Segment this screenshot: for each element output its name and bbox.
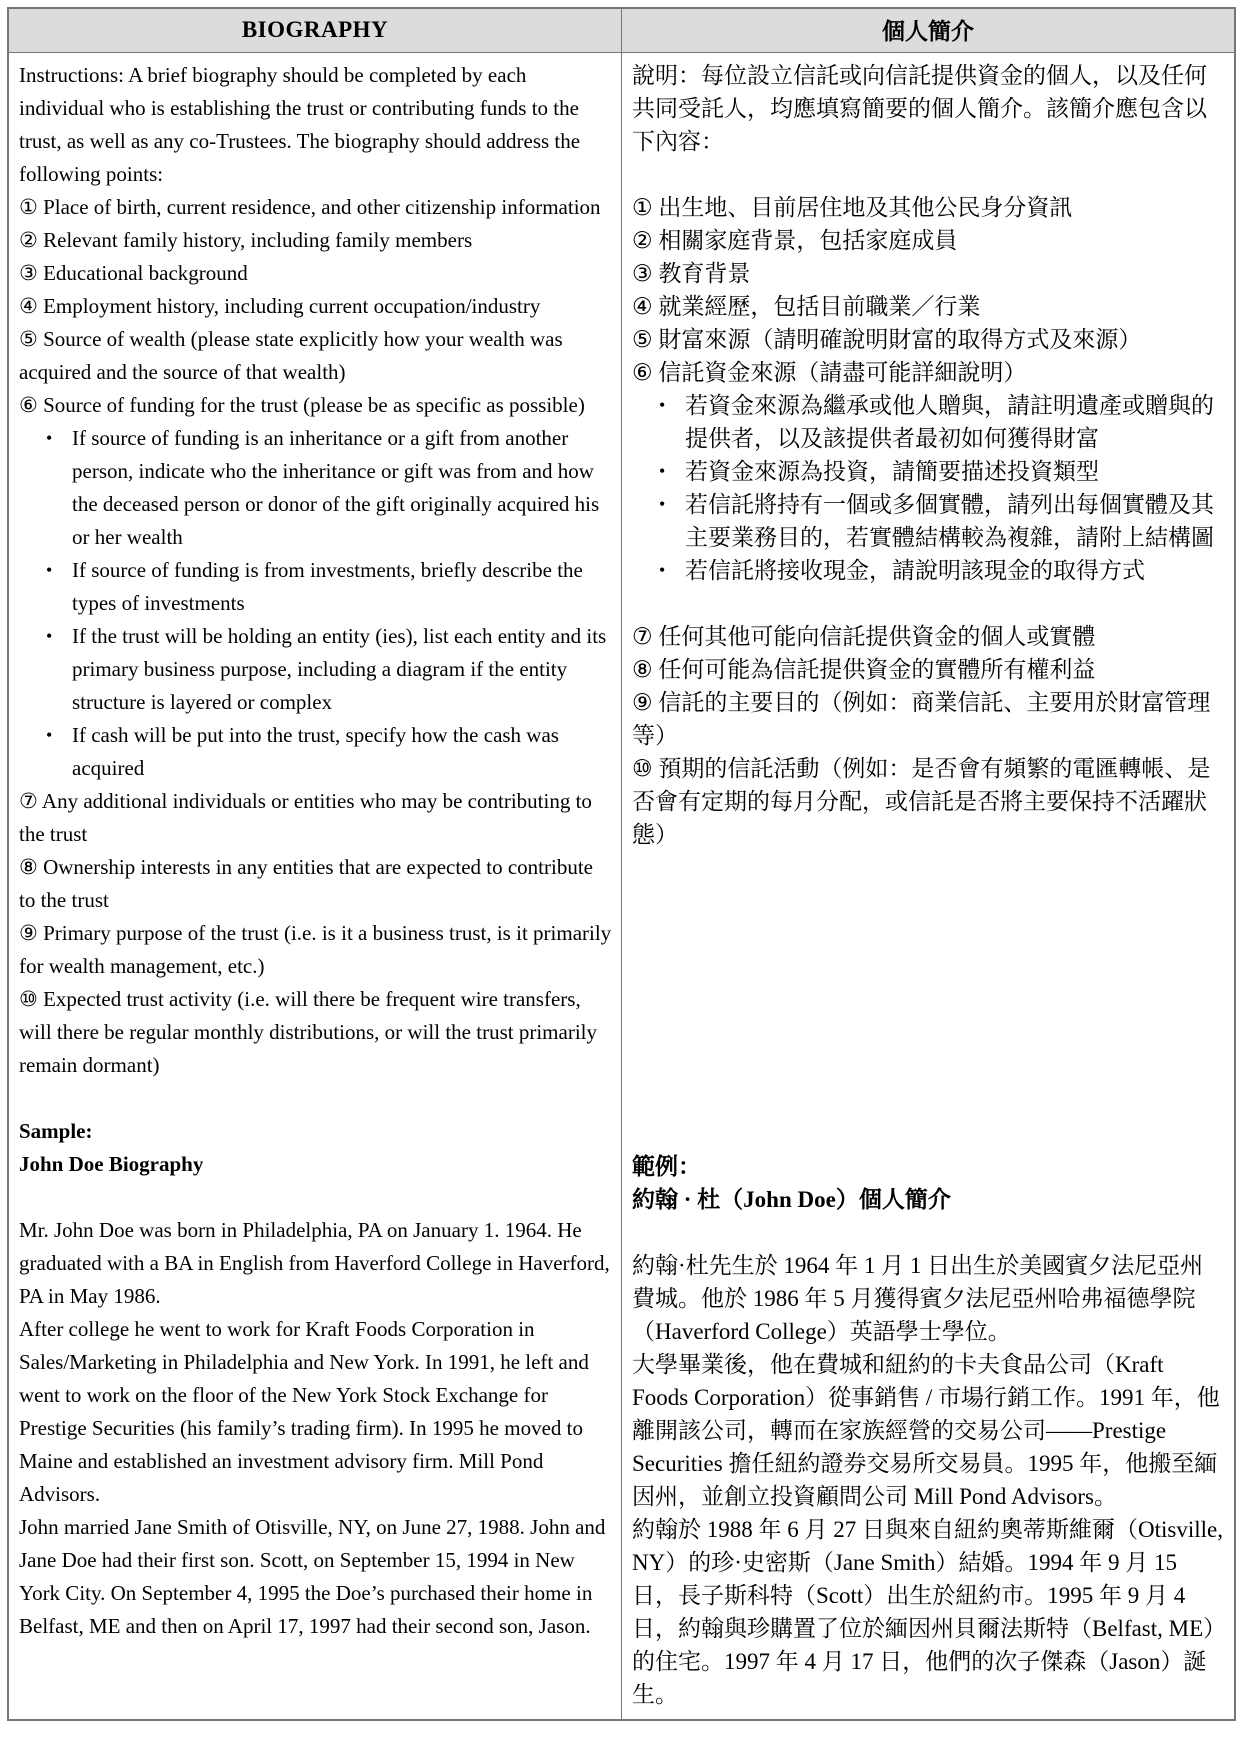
numbered-item-8: ⑧ Ownership interests in any entities that are expected to contribute to the trust [19,855,593,912]
blank-line [632,158,1225,191]
sample-title: 約翰 · 杜（John Doe）個人簡介 [632,1187,951,1212]
biography-table [7,7,1236,1721]
biography-paragraph-2: 大學畢業後，他在費城和紐約的卡夫食品公司（Kraft Foods Corporation）從事銷售 / 市場行銷工作。1991 年，他離開該公司，轉而在家族經營的交易公司——Prestige Securities 擔任紐約證券交易所交易員。1995 年，他搬至緬因州，並創立投資顧問公司 Mill Pond Advisors。 [632,1352,1220,1509]
bullet-text: If source of funding is from investments, briefly describe the types of investments [72,558,583,615]
blank-line [19,1181,612,1214]
bullet-item [19,554,612,620]
numbered-item-3: ③ Educational background [19,261,248,285]
instructions-paragraph: Instructions: A brief biography should be completed by each individual who is establishing the trust or contributing funds to the trust, as well as any co-Trustees. The biography should address the following points: [19,63,581,186]
numbered-item-9: ⑨ 信託的主要目的（例如：商業信託、主要用於財富管理等） [632,690,1211,748]
numbered-item-2: ② Relevant family history, including family members [19,228,473,252]
column-header-biography: BIOGRAPHY [8,8,622,53]
numbered-item-4: ④ 就業經歷，包括目前職業／行業 [632,294,981,319]
numbered-item-5: ⑤ 財富來源（請明確說明財富的取得方式及來源） [632,327,1142,352]
body-row [8,53,1235,1721]
bullet-item [632,455,1225,488]
numbered-item-2: ② 相關家庭背景，包括家庭成員 [632,228,958,253]
blank-line [632,587,1225,620]
chinese-column [622,53,1236,1721]
numbered-item-10: ⑩ Expected trust activity (i.e. will there be frequent wire transfers, will there be regular monthly distributions, or will the trust primarily remain dormant) [19,987,597,1077]
bullet-text: If cash will be put into the trust, specify how the cash was acquired [72,723,559,780]
bullet-icon: • [659,560,666,580]
numbered-item-1: ① 出生地、目前居住地及其他公民身分資訊 [632,195,1073,220]
bullet-text: If the trust will be holding an entity (ies), list each entity and its primary business purpose, including a diagram if the entity structure is layered or complex [72,624,607,714]
numbered-item-6: ⑥ 信託資金來源（請盡可能詳細說明） [632,360,1027,385]
biography-paragraph-1: 約翰·杜先生於 1964 年 1 月 1 日出生於美國賓夕法尼亞州費城。他於 1986 年 5 月獲得賓夕法尼亞州哈弗福德學院（Haverford College）英語學士學位。 [632,1253,1204,1344]
numbered-item-7: ⑦ 任何其他可能向信託提供資金的個人或實體 [632,624,1096,649]
bullet-item [632,389,1225,455]
bullet-text: 若資金來源為繼承或他人贈與，請註明遺產或贈與的提供者，以及該提供者最初如何獲得財富 [685,393,1214,451]
biography-paragraph-1: Mr. John Doe was born in Philadelphia, PA on January 1. 1964. He graduated with a BA in English from Haverford College in Haverford, PA in May 1986. [19,1218,610,1308]
sample-title: John Doe Biography [19,1152,204,1176]
numbered-item-6: ⑥ Source of funding for the trust (please be as specific as possible) [19,393,585,417]
biography-paragraph-2: After college he went to work for Kraft Foods Corporation in Sales/Marketing in Philadelphia and New York. In 1991, he left and went to work on the floor of the New York Stock Exchange for Prestige Securities (his family’s trading firm). In 1995 he moved to Maine and established an investment advisory firm. Mill Pond Advisors. [19,1317,589,1506]
numbered-item-7: ⑦ Any additional individuals or entities who may be contributing to the trust [19,789,592,846]
column-gap-spacer [632,851,1225,1150]
sample-label: Sample: [19,1119,93,1143]
numbered-item-1: ① Place of birth, current residence, and other citizenship information [19,195,601,219]
biography-paragraph-3: John married Jane Smith of Otisville, NY, on June 27, 1988. John and Jane Doe had their first son. Scott, on September 15, 1994 in New York City. On September 4, 1995 the Doe’s purchased their home in Belfast, ME and then on April 17, 1997 had their second son, Jason. [19,1515,606,1638]
bullet-text: 若資金來源為投資，請簡要描述投資類型 [685,459,1099,484]
bullet-icon: • [659,494,666,514]
numbered-item-3: ③ 教育背景 [632,261,751,286]
bullet-item [19,620,612,719]
bullet-item [632,554,1225,587]
column-header-personal-profile: 個人簡介 [622,8,1236,53]
numbered-item-4: ④ Employment history, including current occupation/industry [19,294,541,318]
bullet-text: 若信託將接收現金，請說明該現金的取得方式 [685,558,1145,583]
bullet-icon: • [659,395,666,415]
bullet-icon: • [46,428,53,448]
bullet-text: 若信託將持有一個或多個實體，請列出每個實體及其主要業務目的，若實體結構較為複雜，請附上結構圖 [685,492,1214,550]
instructions-paragraph: 說明：每位設立信託或向信託提供資金的個人，以及任何共同受託人，均應填寫簡要的個人簡介。該簡介應包含以下內容： [632,63,1207,154]
bullet-icon: • [46,725,53,745]
bullet-icon: • [659,461,666,481]
numbered-item-9: ⑨ Primary purpose of the trust (i.e. is it a business trust, is it primarily for wealth management, etc.) [19,921,612,978]
bullet-item [19,422,612,554]
numbered-item-5: ⑤ Source of wealth (please state explicitly how your wealth was acquired and the source of that wealth) [19,327,563,384]
numbered-item-8: ⑧ 任何可能為信託提供資金的實體所有權利益 [632,657,1096,682]
bullet-icon: • [46,626,53,646]
bullet-icon: • [46,560,53,580]
numbered-item-10: ⑩ 預期的信託活動（例如：是否會有頻繁的電匯轉帳、是否會有定期的每月分配，或信託是否將主要保持不活躍狀態） [632,756,1211,847]
biography-paragraph-3: 約翰於 1988 年 6 月 27 日與來自紐約奧蒂斯維爾（Otisville, NY）的珍·史密斯（Jane Smith）結婚。1994 年 9 月 15 日，長子斯科特（Scott）出生於紐約市。1995 年 9 月 4 日，約翰與珍購置了位於緬因州貝爾法斯特（Belfast, ME）的住宅。1997 年 4 月 17 日，他們的次子傑森（Jason）誕生。 [632,1517,1223,1707]
bullet-item [19,719,612,785]
english-column [8,53,622,1721]
bullet-text: If source of funding is an inheritance or a gift from another person, indicate who the inheritance or gift was from and how the deceased person or donor of the gift originally acquired his or her wealth [72,426,600,549]
sample-label: 範例： [632,1154,701,1179]
header-row [8,8,1235,53]
blank-line [19,1082,612,1115]
blank-line [632,1216,1225,1249]
bullet-item [632,488,1225,554]
